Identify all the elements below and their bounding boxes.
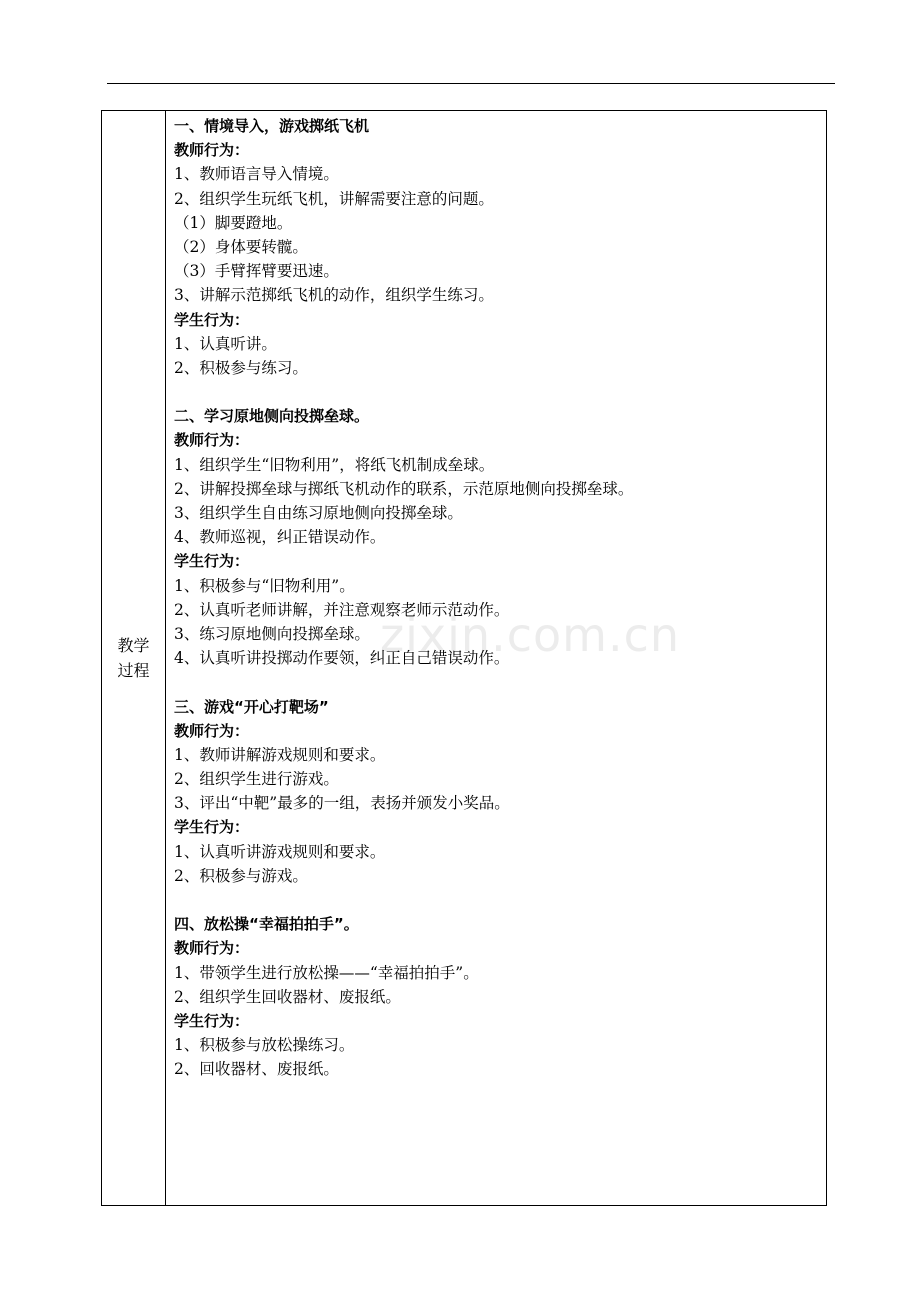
section-title: 三、游戏“开心打靶场” bbox=[174, 697, 329, 716]
section-title: 四、放松操“幸福拍拍手”。 bbox=[174, 915, 359, 934]
row-label-line-2: 过程 bbox=[117, 661, 150, 680]
student-label: 学生行为： bbox=[174, 310, 250, 329]
section-3 bbox=[174, 695, 814, 889]
list-item: （1）脚要蹬地。 bbox=[174, 213, 293, 232]
list-item: 1、组织学生“旧物利用”，将纸飞机制成垒球。 bbox=[174, 455, 495, 474]
lesson-table bbox=[101, 110, 827, 1206]
list-item: 1、积极参与“旧物利用”。 bbox=[174, 576, 355, 595]
list-item: 2、组织学生进行游戏。 bbox=[174, 770, 339, 789]
teacher-label: 教师行为： bbox=[174, 431, 250, 450]
spacer bbox=[174, 380, 814, 404]
list-item: 2、积极参与游戏。 bbox=[174, 866, 308, 885]
row-label-line-1: 教学 bbox=[117, 636, 150, 655]
student-label: 学生行为： bbox=[174, 1011, 250, 1030]
list-item: 1、带领学生进行放松操——“幸福拍拍手”。 bbox=[174, 963, 479, 982]
watermark: zixin.com.cn bbox=[380, 608, 681, 662]
list-item: 2、组织学生玩纸飞机，讲解需要注意的问题。 bbox=[174, 189, 494, 208]
student-label: 学生行为： bbox=[174, 818, 250, 837]
list-item: 3、评出“中靶”最多的一组，表扬并颁发小奖品。 bbox=[174, 794, 510, 813]
spacer bbox=[174, 888, 814, 912]
label-column bbox=[102, 111, 166, 1205]
list-item: 2、回收器材、废报纸。 bbox=[174, 1060, 339, 1079]
list-item: 4、认真听讲投掷动作要领，纠正自己错误动作。 bbox=[174, 649, 510, 668]
process-content bbox=[174, 114, 814, 1082]
teacher-label: 教师行为： bbox=[174, 939, 250, 958]
list-item: （2）身体要转髋。 bbox=[174, 237, 308, 256]
header-rule bbox=[107, 83, 835, 84]
list-item: （3）手臂挥臂要迅速。 bbox=[174, 262, 339, 281]
list-item: 2、积极参与练习。 bbox=[174, 358, 308, 377]
teacher-label: 教师行为： bbox=[174, 721, 250, 740]
list-item: 2、认真听老师讲解，并注意观察老师示范动作。 bbox=[174, 600, 510, 619]
list-item: 1、积极参与放松操练习。 bbox=[174, 1036, 355, 1055]
list-item: 3、讲解示范掷纸飞机的动作，组织学生练习。 bbox=[174, 286, 494, 305]
list-item: 1、认真听讲游戏规则和要求。 bbox=[174, 842, 386, 861]
list-item: 3、练习原地侧向投掷垒球。 bbox=[174, 624, 370, 643]
section-1 bbox=[174, 114, 814, 380]
student-label: 学生行为： bbox=[174, 552, 250, 571]
teacher-label: 教师行为： bbox=[174, 141, 250, 160]
section-2 bbox=[174, 404, 814, 670]
list-item: 3、组织学生自由练习原地侧向投掷垒球。 bbox=[174, 504, 463, 522]
row-label bbox=[102, 633, 165, 683]
list-item: 1、教师语言导入情境。 bbox=[174, 165, 339, 184]
list-item: 2、组织学生回收器材、废报纸。 bbox=[174, 987, 401, 1006]
section-title: 一、情境导入，游戏掷纸飞机 bbox=[174, 117, 370, 135]
list-item: 1、教师讲解游戏规则和要求。 bbox=[174, 745, 386, 764]
section-title: 二、学习原地侧向投掷垒球。 bbox=[174, 407, 370, 426]
list-item: 2、讲解投掷垒球与掷纸飞机动作的联系，示范原地侧向投掷垒球。 bbox=[174, 479, 634, 498]
section-4 bbox=[174, 912, 814, 1081]
list-item: 4、教师巡视，纠正错误动作。 bbox=[174, 528, 386, 547]
list-item: 1、认真听讲。 bbox=[174, 334, 277, 353]
spacer bbox=[174, 670, 814, 694]
